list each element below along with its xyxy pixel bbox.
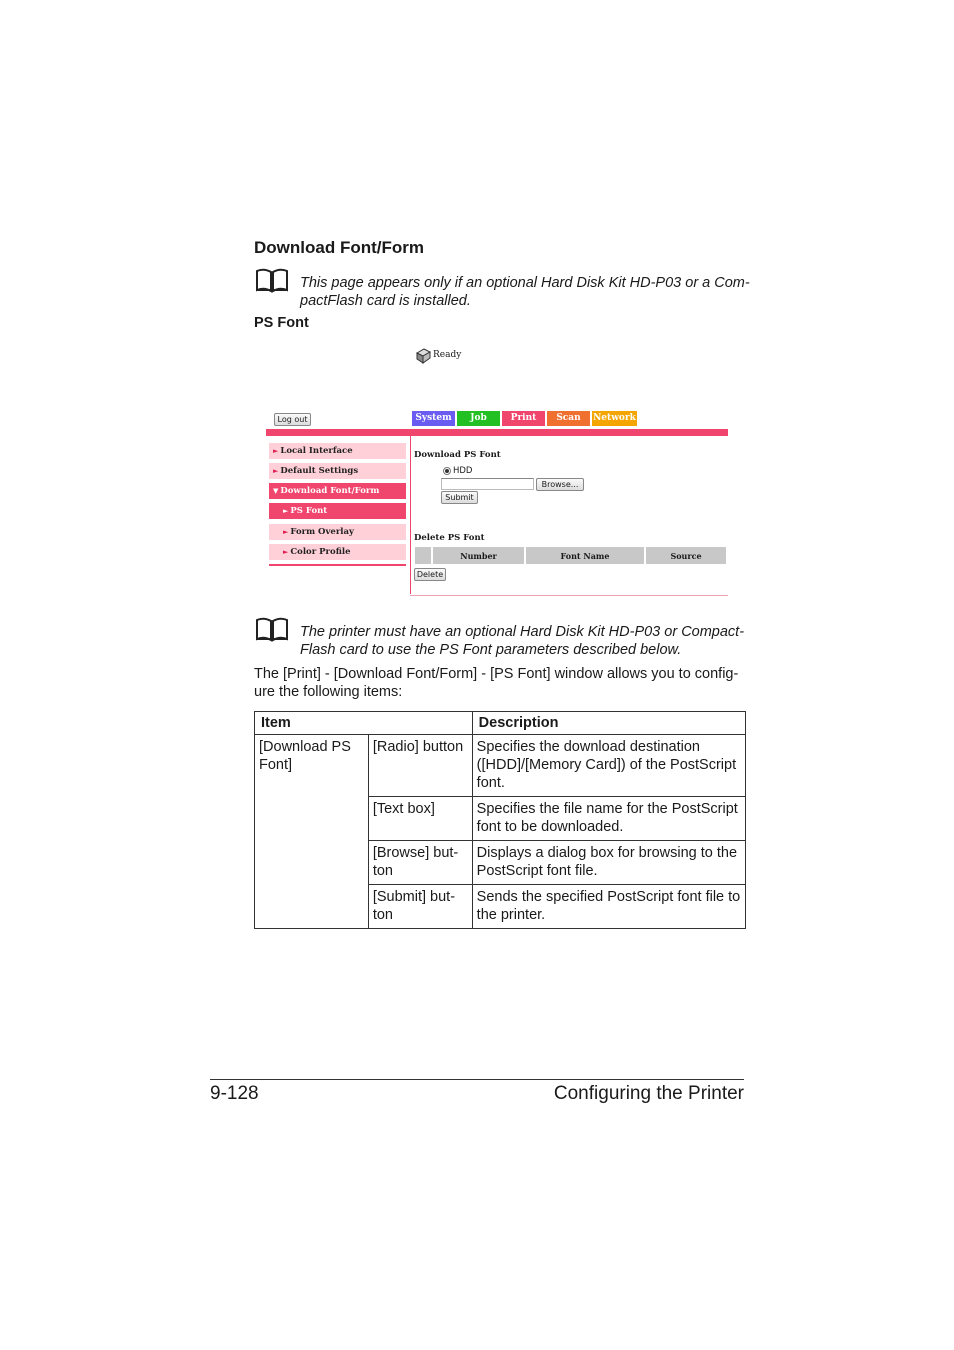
arrow-right-icon: ►: [283, 547, 289, 556]
table-cell-desc: Displays a dialog box for browsing to the PostScript font file.: [472, 841, 745, 885]
arrow-right-icon: ►: [273, 466, 279, 475]
table-cell-item: [Text box]: [368, 797, 472, 841]
divider: [410, 436, 411, 594]
hdd-radio[interactable]: [443, 467, 451, 475]
tab-system[interactable]: System: [412, 411, 455, 426]
submit-button[interactable]: Submit: [441, 491, 478, 504]
divider: [269, 564, 406, 566]
menu-item-label: Download Font/Form: [280, 486, 380, 496]
table-cell-item: [Browse] but-ton: [368, 841, 472, 885]
table-header-source: Source: [645, 546, 727, 565]
tab-job[interactable]: Job: [457, 411, 500, 426]
chapter-title: Configuring the Printer: [553, 1083, 744, 1104]
arrow-down-icon: ▼: [273, 486, 279, 495]
tab-print[interactable]: Print: [502, 411, 545, 426]
menu-item-ps-font[interactable]: [269, 503, 406, 519]
status-text: Ready: [433, 350, 462, 360]
note-text: This page appears only if an optional Hard Disk Kit HD-P03 or a Com-pactFlash card is installed.: [300, 275, 750, 309]
table-header-item: Item: [255, 712, 473, 735]
browse-button[interactable]: Browse...: [536, 478, 584, 491]
table-header-select: [414, 546, 432, 565]
top-bar: [266, 429, 728, 436]
page-number: 9-128: [210, 1083, 259, 1104]
items-table: [254, 711, 746, 929]
delete-button[interactable]: Delete: [414, 568, 446, 581]
table-cell-item: [Radio] button: [368, 735, 472, 797]
menu-item-local-interface[interactable]: [269, 443, 406, 459]
download-ps-font-label: Download PS Font: [414, 450, 501, 460]
font-file-input[interactable]: [441, 478, 534, 490]
book-note-icon: [255, 617, 289, 643]
menu-item-label: Local Interface: [280, 446, 353, 456]
arrow-right-icon: ►: [273, 446, 279, 455]
sub-title: PS Font: [254, 315, 309, 331]
intro-text: The [Print] - [Download Font/Form] - [PS Font] window allows you to config-ure the following items:: [254, 666, 739, 700]
menu-item-download-font-form[interactable]: [269, 483, 406, 499]
menu-item-label: PS Font: [290, 506, 328, 516]
table-cell-desc: Specifies the download destination ([HDD]/[Memory Card]) of the PostScript font.: [472, 735, 745, 797]
menu-item-label: Color Profile: [290, 547, 351, 557]
table-header-description: Description: [472, 712, 745, 735]
menu-item-label: Form Overlay: [290, 527, 354, 537]
table-header-number: Number: [432, 546, 525, 565]
table-header-row: [255, 712, 746, 735]
logout-button[interactable]: Log out: [274, 413, 311, 426]
book-note-icon: [255, 268, 289, 294]
table-header-font-name: Font Name: [525, 546, 645, 565]
menu-item-form-overlay[interactable]: [269, 524, 406, 540]
table-row: [255, 735, 746, 797]
tab-network[interactable]: Network: [592, 411, 637, 426]
tab-scan[interactable]: Scan: [547, 411, 590, 426]
divider: [410, 595, 728, 596]
table-cell-group: [Download PS Font]: [255, 735, 369, 929]
menu-item-label: Default Settings: [280, 466, 359, 476]
table-cell-item: [Submit] but-ton: [368, 885, 472, 929]
arrow-right-icon: ►: [283, 527, 289, 536]
section-title: Download Font/Form: [254, 238, 424, 257]
delete-ps-font-label: Delete PS Font: [414, 533, 485, 543]
footer-rule: [210, 1079, 744, 1080]
menu-item-default-settings[interactable]: [269, 463, 406, 479]
menu-item-color-profile[interactable]: [269, 544, 406, 560]
table-cell-desc: Specifies the file name for the PostScript font to be downloaded.: [472, 797, 745, 841]
note-text: The printer must have an optional Hard Disk Kit HD-P03 or Compact-Flash card to use the PS Font parameters described below.: [300, 624, 745, 658]
table-cell-desc: Sends the specified PostScript font file to the printer.: [472, 885, 745, 929]
hdd-label: HDD: [453, 466, 473, 476]
printer-status-icon: [414, 347, 432, 365]
arrow-right-icon: ►: [283, 506, 289, 515]
